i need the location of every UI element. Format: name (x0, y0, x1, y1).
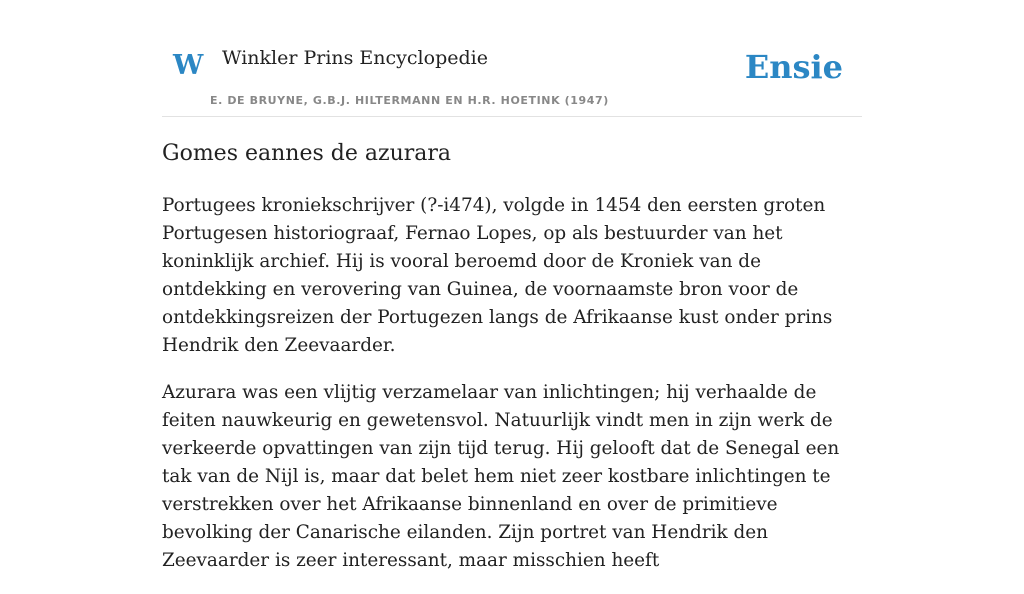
article-title: Gomes eannes de azurara (162, 141, 451, 166)
site-logo-icon[interactable]: W (173, 50, 204, 81)
site-title[interactable]: Winkler Prins Encyclopedie (222, 47, 488, 69)
site-header (162, 0, 862, 117)
article-paragraph: Portugees kroniekschrijver (?-i474), volgde in 1454 den eersten groten Portugesen historiograaf, Fernao Lopes, op als bestuurder van het koninklijk archief. Hij is vooral beroemd door de Kroniek van de ontdekking en verovering van Guinea, de voornaamste bron voor de ontdekkingsreizen der Portugezen langs de Afrikaanse kust onder prins Hendrik den Zeevaarder. (162, 195, 833, 356)
authors-line: E. DE BRUYNE, G.B.J. HILTERMANN EN H.R. HOETINK (1947) (210, 94, 609, 107)
ensie-brand-link[interactable]: Ensie (744, 48, 843, 86)
article-paragraph: Azurara was een vlijtig verzamelaar van inlichtingen; hij verhaalde de feiten nauwkeurig en gewetensvol. Natuurlijk vindt men in zijn werk de verkeerde opvattingen van zijn tijd terug. Hij gelooft dat de Senegal een tak van de Nijl is, maar dat belet hem niet zeer kostbare inlichtingen te verstrekken over het Afrikaanse binnenland en over de primitieve bevolking der Canarische eilanden. Zijn portret van Hendrik den Zeevaarder is zeer interessant, maar misschien heeft (162, 382, 840, 571)
article-body (162, 192, 862, 594)
